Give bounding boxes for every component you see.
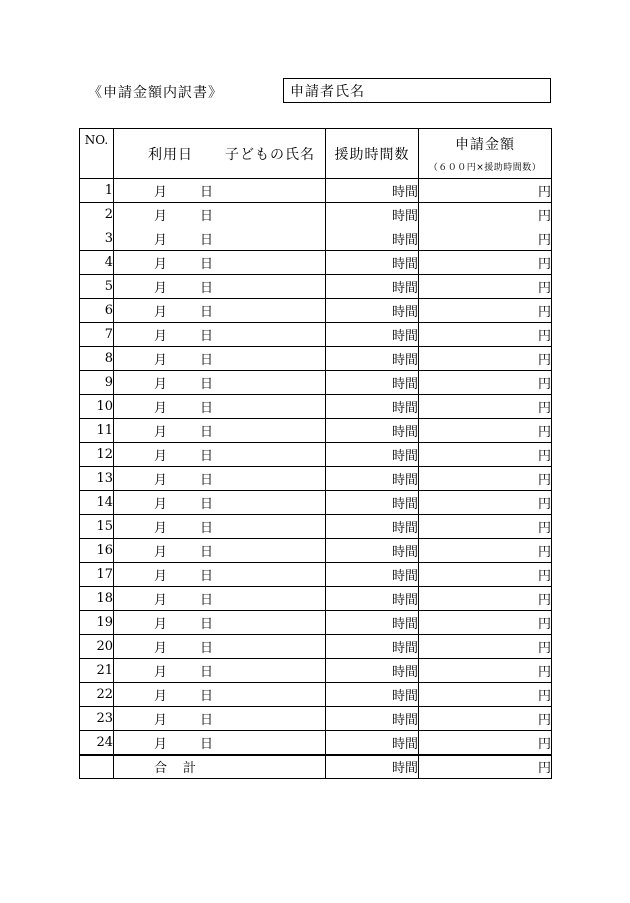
row-day-child[interactable]	[114, 731, 326, 755]
applicant-name-label: 申請者氏名	[290, 84, 365, 100]
total-label: 合計	[154, 761, 213, 777]
row-day-child[interactable]	[114, 323, 326, 347]
row-day-child[interactable]	[114, 371, 326, 395]
row-hours[interactable]: 時間	[326, 563, 419, 587]
row-number: 10	[80, 395, 114, 419]
row-amount[interactable]: 円	[419, 659, 552, 683]
row-day-child[interactable]	[114, 683, 326, 707]
month-unit: 月	[154, 377, 168, 392]
day-unit: 日	[200, 232, 214, 248]
row-day-child[interactable]	[114, 179, 326, 203]
row-hours[interactable]: 時間	[326, 251, 419, 275]
row-amount[interactable]: 円	[419, 731, 552, 755]
header-child-name: 子どもの氏名	[225, 146, 315, 163]
table-row	[80, 419, 552, 443]
table-row	[80, 683, 552, 707]
header-use-day: 利用日	[148, 146, 193, 163]
table-row	[80, 371, 552, 395]
row-hours[interactable]: 時間	[326, 491, 419, 515]
row-day-child[interactable]	[114, 707, 326, 731]
day-unit: 日	[200, 713, 214, 728]
day-unit: 日	[200, 257, 214, 272]
day-unit: 日	[200, 425, 214, 440]
row-amount[interactable]: 円	[419, 203, 552, 227]
row-number: 21	[80, 659, 114, 683]
row-day-child[interactable]	[114, 563, 326, 587]
month-unit: 月	[154, 617, 168, 632]
table-row	[80, 299, 552, 323]
row-day-child[interactable]	[114, 515, 326, 539]
table-row	[80, 395, 552, 419]
row-number: 17	[80, 563, 114, 587]
total-no-cell	[80, 755, 114, 779]
table-row	[80, 275, 552, 299]
row-day-child[interactable]	[114, 467, 326, 491]
row-amount[interactable]: 円	[419, 611, 552, 635]
day-unit: 日	[200, 689, 214, 704]
day-unit: 日	[200, 521, 214, 536]
row-amount[interactable]: 円	[419, 227, 552, 251]
row-day-child[interactable]	[114, 299, 326, 323]
row-number: 19	[80, 611, 114, 635]
row-amount[interactable]: 円	[419, 347, 552, 371]
row-amount[interactable]: 円	[419, 491, 552, 515]
month-unit: 月	[154, 545, 168, 560]
row-number: 5	[80, 275, 114, 299]
row-day-child[interactable]	[114, 227, 326, 251]
day-unit: 日	[200, 641, 214, 656]
total-row	[80, 755, 552, 779]
table-row	[80, 611, 552, 635]
row-hours[interactable]: 時間	[326, 635, 419, 659]
row-number: 18	[80, 587, 114, 611]
day-unit: 日	[200, 665, 214, 680]
month-unit: 月	[154, 713, 168, 728]
month-unit: 月	[154, 329, 168, 344]
row-day-child[interactable]	[114, 539, 326, 563]
day-unit: 日	[200, 185, 214, 200]
month-unit: 月	[154, 521, 168, 536]
day-unit: 日	[200, 377, 214, 392]
row-day-child[interactable]	[114, 659, 326, 683]
row-amount[interactable]: 円	[419, 563, 552, 587]
row-number: 14	[80, 491, 114, 515]
row-hours[interactable]: 時間	[326, 443, 419, 467]
row-day-child[interactable]	[114, 275, 326, 299]
day-unit: 日	[200, 281, 214, 296]
header-amount-note: （６００円×援助時間数）	[428, 163, 542, 173]
table-row	[80, 203, 552, 227]
row-number: 8	[80, 347, 114, 371]
row-amount[interactable]: 円	[419, 275, 552, 299]
month-unit: 月	[154, 425, 168, 440]
table-body	[80, 179, 552, 779]
table-header-row	[80, 129, 552, 179]
row-amount[interactable]: 円	[419, 587, 552, 611]
row-amount[interactable]: 円	[419, 323, 552, 347]
row-hours[interactable]: 時間	[326, 227, 419, 251]
table-row	[80, 731, 552, 755]
table-row	[80, 515, 552, 539]
month-unit: 月	[154, 736, 168, 752]
row-number: 9	[80, 371, 114, 395]
table-row	[80, 347, 552, 371]
row-day-child[interactable]	[114, 395, 326, 419]
table-row	[80, 467, 552, 491]
row-hours[interactable]: 時間	[326, 707, 419, 731]
day-unit: 日	[200, 545, 214, 560]
row-hours[interactable]: 時間	[326, 203, 419, 227]
table-row	[80, 635, 552, 659]
row-hours[interactable]: 時間	[326, 395, 419, 419]
day-unit: 日	[200, 353, 214, 368]
total-hours[interactable]: 時間	[326, 755, 419, 779]
row-amount[interactable]: 円	[419, 179, 552, 203]
day-unit: 日	[200, 209, 214, 225]
row-number: 3	[80, 227, 114, 251]
table-row	[80, 539, 552, 563]
row-day-child[interactable]	[114, 635, 326, 659]
applicant-name-field[interactable]	[283, 78, 551, 103]
month-unit: 月	[154, 593, 168, 608]
row-hours[interactable]: 時間	[326, 587, 419, 611]
header-amount	[419, 129, 552, 179]
row-hours[interactable]: 時間	[326, 683, 419, 707]
row-amount[interactable]: 円	[419, 371, 552, 395]
table-row	[80, 659, 552, 683]
row-number: 24	[80, 731, 114, 755]
month-unit: 月	[154, 497, 168, 512]
row-amount[interactable]: 円	[419, 539, 552, 563]
month-unit: 月	[154, 281, 168, 296]
table-row	[80, 563, 552, 587]
row-day-child[interactable]	[114, 611, 326, 635]
day-unit: 日	[200, 473, 214, 488]
table-row	[80, 587, 552, 611]
day-unit: 日	[200, 449, 214, 464]
row-number: 4	[80, 251, 114, 275]
row-amount[interactable]: 円	[419, 683, 552, 707]
row-number: 12	[80, 443, 114, 467]
row-hours[interactable]: 時間	[326, 419, 419, 443]
table-row	[80, 227, 552, 251]
total-amount[interactable]: 円	[419, 755, 552, 779]
row-number: 7	[80, 323, 114, 347]
day-unit: 日	[200, 401, 214, 416]
row-day-child[interactable]	[114, 419, 326, 443]
table-row	[80, 707, 552, 731]
month-unit: 月	[154, 449, 168, 464]
month-unit: 月	[154, 641, 168, 656]
row-day-child[interactable]	[114, 251, 326, 275]
row-hours[interactable]: 時間	[326, 323, 419, 347]
row-number: 13	[80, 467, 114, 491]
month-unit: 月	[154, 473, 168, 488]
month-unit: 月	[154, 353, 168, 368]
row-amount[interactable]: 円	[419, 443, 552, 467]
row-number: 22	[80, 683, 114, 707]
row-amount[interactable]: 円	[419, 467, 552, 491]
row-amount[interactable]: 円	[419, 251, 552, 275]
row-hours[interactable]: 時間	[326, 467, 419, 491]
row-amount[interactable]: 円	[419, 635, 552, 659]
row-amount[interactable]: 円	[419, 515, 552, 539]
row-hours[interactable]: 時間	[326, 515, 419, 539]
row-day-child[interactable]	[114, 587, 326, 611]
row-hours[interactable]: 時間	[326, 179, 419, 203]
day-unit: 日	[200, 305, 214, 320]
breakdown-table	[79, 128, 552, 779]
row-number: 11	[80, 419, 114, 443]
row-day-child[interactable]	[114, 347, 326, 371]
row-hours[interactable]: 時間	[326, 299, 419, 323]
header-no: NO.	[80, 129, 114, 179]
row-day-child[interactable]	[114, 491, 326, 515]
day-unit: 日	[200, 736, 214, 752]
day-unit: 日	[200, 329, 214, 344]
row-day-child[interactable]	[114, 203, 326, 227]
day-unit: 日	[200, 593, 214, 608]
document-title: 《申請金額内訳書》	[88, 85, 223, 101]
row-hours[interactable]: 時間	[326, 347, 419, 371]
row-day-child[interactable]	[114, 443, 326, 467]
table-row	[80, 443, 552, 467]
table-row	[80, 179, 552, 203]
month-unit: 月	[154, 401, 168, 416]
row-number: 16	[80, 539, 114, 563]
row-hours[interactable]: 時間	[326, 371, 419, 395]
month-unit: 月	[154, 257, 168, 272]
header-day-child	[114, 129, 326, 179]
table-row	[80, 251, 552, 275]
total-label-cell	[114, 755, 326, 779]
row-number: 6	[80, 299, 114, 323]
row-hours[interactable]: 時間	[326, 659, 419, 683]
day-unit: 日	[200, 617, 214, 632]
day-unit: 日	[200, 569, 214, 584]
row-amount[interactable]: 円	[419, 419, 552, 443]
row-number: 23	[80, 707, 114, 731]
month-unit: 月	[154, 232, 168, 248]
month-unit: 月	[154, 569, 168, 584]
row-number: 20	[80, 635, 114, 659]
header-amount-label: 申請金額	[455, 137, 515, 153]
row-number: 2	[80, 203, 114, 227]
row-amount[interactable]: 円	[419, 299, 552, 323]
table-row	[80, 491, 552, 515]
header-hours: 援助時間数	[326, 129, 419, 179]
month-unit: 月	[154, 665, 168, 680]
month-unit: 月	[154, 689, 168, 704]
month-unit: 月	[154, 185, 168, 200]
month-unit: 月	[154, 305, 168, 320]
row-hours[interactable]: 時間	[326, 539, 419, 563]
row-number: 1	[80, 179, 114, 203]
day-unit: 日	[200, 497, 214, 512]
table-row	[80, 323, 552, 347]
row-amount[interactable]: 円	[419, 707, 552, 731]
row-number: 15	[80, 515, 114, 539]
row-hours[interactable]: 時間	[326, 611, 419, 635]
row-hours[interactable]: 時間	[326, 731, 419, 755]
month-unit: 月	[154, 209, 168, 225]
row-hours[interactable]: 時間	[326, 275, 419, 299]
row-amount[interactable]: 円	[419, 395, 552, 419]
